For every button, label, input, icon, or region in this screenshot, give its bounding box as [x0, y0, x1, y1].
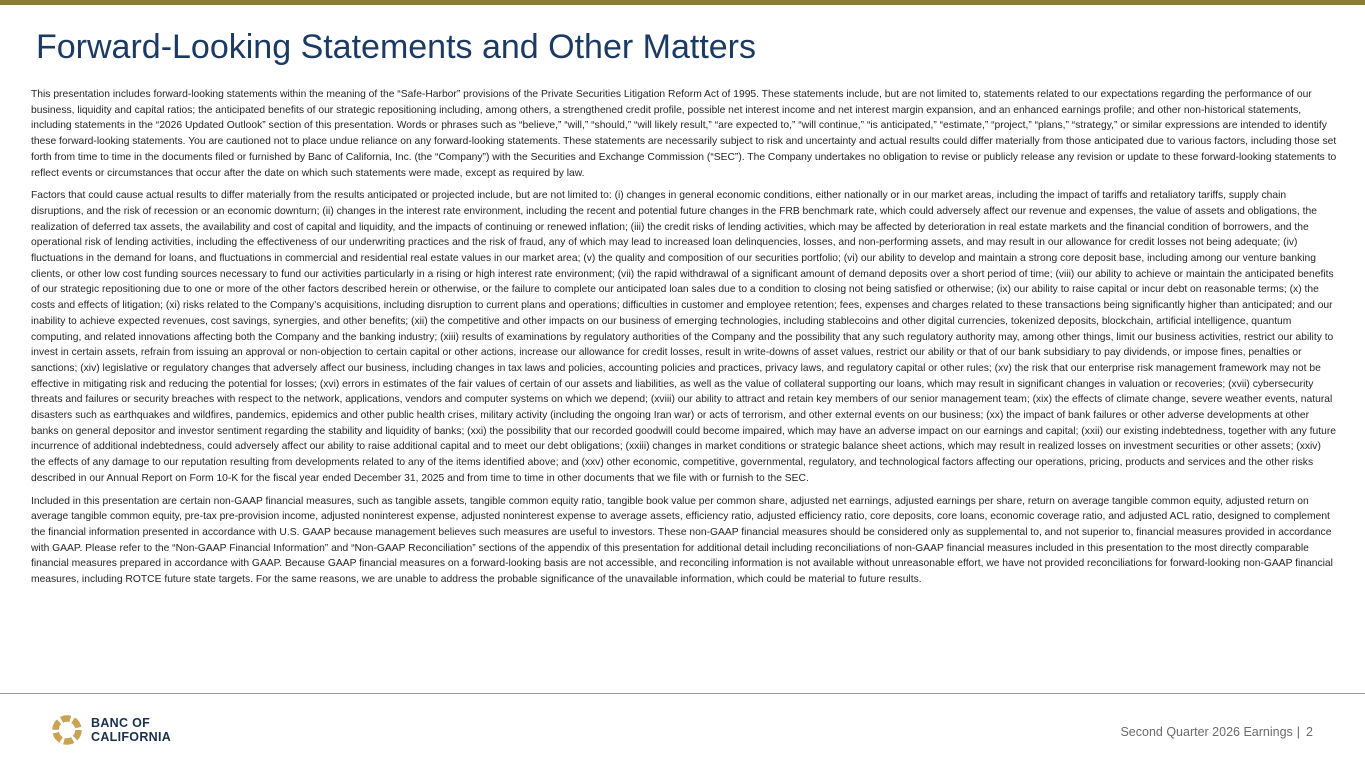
banc-of-california-logo-icon — [51, 714, 83, 746]
page-number: 2 — [1306, 725, 1313, 739]
logo-line-1: BANC OF — [91, 716, 151, 730]
footer-divider — [0, 693, 1365, 694]
logo-wordmark — [91, 716, 171, 744]
top-accent-bar — [0, 0, 1365, 5]
logo-line-2: CALIFORNIA — [91, 730, 172, 744]
page-footer — [1120, 725, 1313, 739]
paragraph-non-gaap: Included in this presentation are certain non-GAAP financial measures, such as tangible assets, tangible common equity ratio, tangible book value per common share, adjusted net earnings, adjusted earnings per share, return on average tangible common equity, adjusted return on average tangible common equity, pre-tax pre-provision income, adjusted noninterest expense, adjusted noninterest expense to average assets, efficiency ratio, adjusted efficiency ratio, core deposits, core loans, economic coverage ratio, and adjusted ACL ratio, designed to complement the financial information presented in accordance with U.S. GAAP because management believes such measures are useful to investors. These non-GAAP financial measures should be considered only as supplemental to, and not superior to, financial measures provided in accordance with GAAP. Please refer to the “Non-GAAP Financial Information” and “Non-GAAP Reconciliation” sections of the appendix of this presentation for additional detail including reconciliations of non-GAAP financial measures included in this presentation to the most directly comparable financial measures prepared in accordance with GAAP. Because GAAP financial measures on a forward-looking basis are not accessible, and reconciling information is not available without unreasonable effort, we have not provided reconciliations for forward-looking non-GAAP financial measures, including ROTCE future state targets. For the same reasons, we are unable to address the probable significance of the unavailable information, which could be material to future results. — [31, 495, 1333, 586]
disclaimer-body — [31, 87, 1337, 595]
paragraph-forward-looking: This presentation includes forward-looking statements within the meaning of the “Safe-Harbor” provisions of the Private Securities Litigation Reform Act of 1995. These statements include, but are not limited to, statements related to our expectations regarding the performance of our business, liquidity and capital ratios; the anticipated benefits of our strategic repositioning including, among others, a strengthened credit profile, possible net interest income and net interest margin expansion, and an enhanced earnings profile; and other non-historical statements, including statements in the “2026 Updated Outlook” section of this presentation. Words or phrases such as “believe,” “will,” “should,” “will likely result,” “are expected to,” “will continue,” “is anticipated,” “estimate,” “project,” “plans,” “strategy,” or similar expressions are intended to identify these forward-looking statements. You are cautioned not to place undue reliance on any forward-looking statements. These statements are necessarily subject to risk and uncertainty and actual results could differ materially from those anticipated due to various factors, including those set forth from time to time in the documents filed or furnished by Banc of California, Inc. (the “Company”) with the Securities and Exchange Commission (“SEC”). The Company undertakes no obligation to revise or publicly release any revision or update to these forward-looking statements to reflect events or circumstances that occur after the date on which such statements were made, except as required by law. — [31, 89, 1337, 179]
footer-label: Second Quarter 2026 Earnings — [1120, 725, 1293, 739]
paragraph-risk-factors: Factors that could cause actual results to differ materially from the results anticipated or projected include, but are not limited to: (i) changes in general economic conditions, either nationally or in our market areas, including the impact of tariffs and retaliatory tariffs, supply chain disruptions, and the risk of recession or an economic downturn; (ii) changes in the interest rate environment, including the recent and potential future changes in the FRB benchmark rate, which could adversely affect our revenue and expenses, the value of assets and obligations, the realization of deferred tax assets, the availability and cost of capital and liquidity, and the impacts of continuing or renewed inflation; (iii) the credit risks of lending activities, which may be affected by deterioration in real estate markets and the financial condition of borrowers, and the operational risk of lending activities, including the effectiveness of our underwriting practices and the risk of fraud, any of which may lead to increased loan delinquencies, losses, and non-performing assets, and may result in our allowance for credit losses not being adequate; (iv) fluctuations in the demand for loans, and fluctuations in commercial and residential real estate values in our market area; (v) the quality and composition of our securities portfolio; (vi) our ability to develop and maintain a strong core deposit base, including among our venture banking clients, or other low cost funding sources necessary to fund our activities particularly in a rising or high interest rate environment; (vii) the rapid withdrawal of a significant amount of demand deposits over a short period of time; (viii) our ability to achieve or maintain the anticipated benefits of our strategic repositioning due to one or more of the other factors described herein or otherwise, or the failure to complete our anticipated loan sales due to a condition to closing not being satisfied or otherwise; (ix) our ability to raise capital or incur debt on reasonable terms; (x) the costs and effects of litigation; (xi) risks related to the Company’s acquisitions, including disruption to current plans and operations; difficulties in customer and employee retention; fees, expenses and charges related to these transactions being significantly higher than anticipated; and our inability to achieve expected revenues, cost savings, synergies, and other benefits; (xii) the competitive and other impacts on our business of emerging technologies, including stablecoins and other digital currencies, tokenized deposits, blockchain, artificial intelligence, quantum computing, and related innovations affecting both the Company and the banking industry; (xiii) results of examinations by regulatory authorities of the Company and the possibility that any such regulatory authority may, among other things, limit our business activities, restrict our ability to invest in certain assets, refrain from issuing an approval or non-objection to certain capital or other actions, increase our allowance for credit losses, result in write-downs of asset values, restrict our ability or that of our bank subsidiary to pay dividends, or impose fines, penalties or sanctions; (xiv) legislative or regulatory changes that adversely affect our business, including changes in tax laws and policies, accounting policies and practices, privacy laws, and regulatory capital or other rules; (xv) the risk that our enterprise risk management framework may not be effective in mitigating risk and reducing the potential for losses; (xvi) errors in estimates of the fair values of certain of our assets and liabilities, as well as the value of collateral supporting our loans, which may result in significant changes in valuation or recoveries; (xvii) cybersecurity threats and failures or security breaches with respect to the network, applications, vendors and computer systems on which we depend; (xviii) our ability to attract and retain key members of our senior management team; (xix) the effects of climate change, severe weather events, natural disasters such as earthquakes and wildfires, pandemics, epidemics and other public health crises, military activity (including the ongoing Iran war) or acts of terrorism, and other external events on our business; (xx) the impact of bank failures or other adverse developments at other banks on general depositor and investor sentiment regarding the stability and liquidity of banks; (xxi) the possibility that our recorded goodwill could become impaired, which may have an adverse impact on our earnings and capital; (xxii) our existing indebtedness, together with any future incurrence of additional indebtedness, could adversely affect our ability to raise additional capital and to meet our debt obligations; (xxiii) changes in market conditions or strategic balance sheet actions, which may result in realized losses on investment securities or other assets; (xxiv) the effects of any damage to our reputation resulting from developments related to any of the items identified above; and (xxv) other economic, competitive, governmental, regulatory, and technological factors affecting our operations, pricing, products and services and the other risks described in our Annual Report on Form 10-K for the fiscal year ended December 31, 2025 and from time to time in other documents that we file with or furnish to the SEC. — [31, 190, 1336, 484]
company-logo — [51, 713, 171, 747]
footer-separator: | — [1296, 725, 1301, 739]
page-title: Forward-Looking Statements and Other Matters — [36, 28, 756, 66]
